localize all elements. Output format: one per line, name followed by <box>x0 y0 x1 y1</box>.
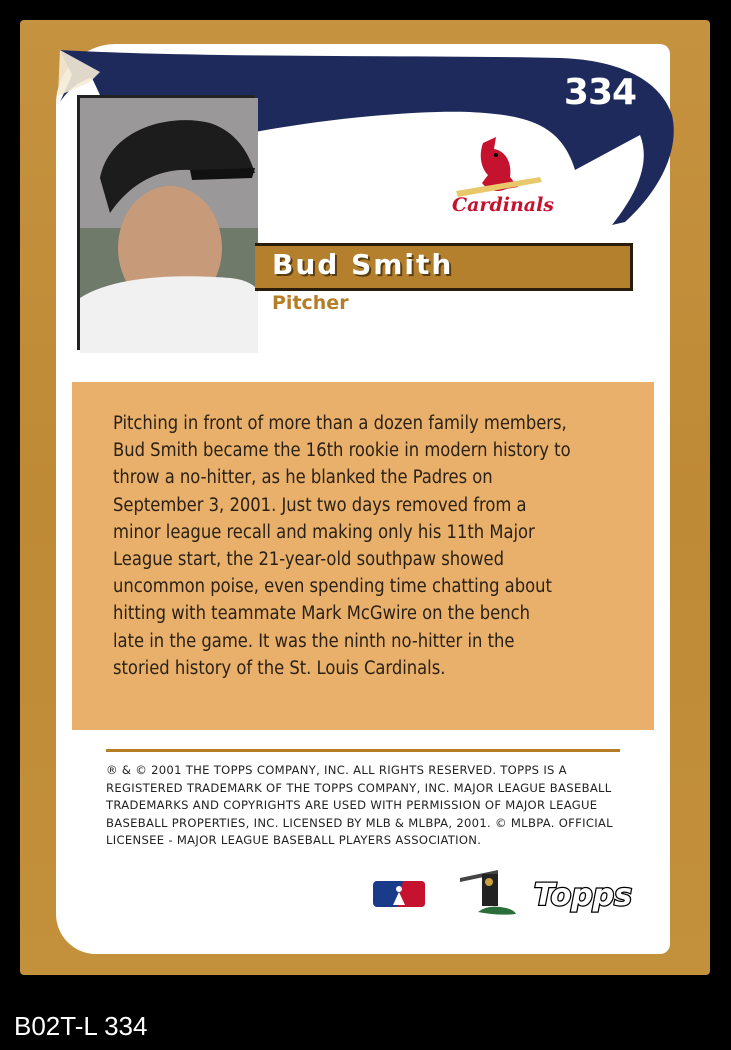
topps-logo <box>533 873 633 915</box>
mlb-logo <box>373 881 425 911</box>
legal-line: BASEBALL PROPERTIES, INC. LICENSED BY MLB & MLBPA, 2001. © MLBPA. OFFICIAL <box>106 815 613 830</box>
player-bio <box>113 410 621 682</box>
bio-line: hitting with teammate Mark McGwire on the bench <box>113 603 530 625</box>
bio-line: Bud Smith became the 16th rookie in modern history to <box>113 440 571 462</box>
player-position: Pitcher <box>272 292 349 314</box>
bio-line: storied history of the St. Louis Cardinals. <box>113 657 446 679</box>
bio-line: League start, the 21-year-old southpaw showed <box>113 549 505 571</box>
player-name: Bud Smith <box>272 248 454 281</box>
legal-line: LICENSEE - MAJOR LEAGUE BASEBALL PLAYERS ASSOCIATION. <box>106 833 482 847</box>
legal-line: REGISTERED TRADEMARK OF THE TOPPS COMPANY, INC. MAJOR LEAGUE BASEBALL <box>106 780 612 795</box>
bio-line: Pitching in front of more than a dozen family members, <box>113 413 567 434</box>
legal-line: TRADEMARKS AND COPYRIGHTS ARE USED WITH PERMISSION OF MAJOR LEAGUE <box>106 798 598 812</box>
cardinals-logo-text: Cardinals <box>452 194 554 216</box>
legal-line: ® & © 2001 THE TOPPS COMPANY, INC. ALL RIGHTS RESERVED. TOPPS IS A <box>106 763 567 777</box>
card-number: 334 <box>563 72 637 113</box>
player-photo <box>77 95 255 350</box>
legal-text <box>106 762 626 850</box>
bio-line: September 3, 2001. Just two days removed from a <box>113 494 527 516</box>
mlbpa-logo <box>458 868 520 918</box>
image-caption: B02T-L 334 <box>14 1011 148 1041</box>
cardinals-logo <box>448 135 558 225</box>
bio-line: throw a no-hitter, as he blanked the Padres on <box>113 467 493 489</box>
divider-rule <box>106 749 620 752</box>
bio-line: late in the game. It was the ninth no-hitter in the <box>113 630 515 652</box>
topps-logo-text: Topps <box>533 878 633 913</box>
bio-line: uncommon poise, even spending time chatting about <box>113 576 552 598</box>
bio-line: minor league recall and making only his 11th Major <box>113 521 535 543</box>
